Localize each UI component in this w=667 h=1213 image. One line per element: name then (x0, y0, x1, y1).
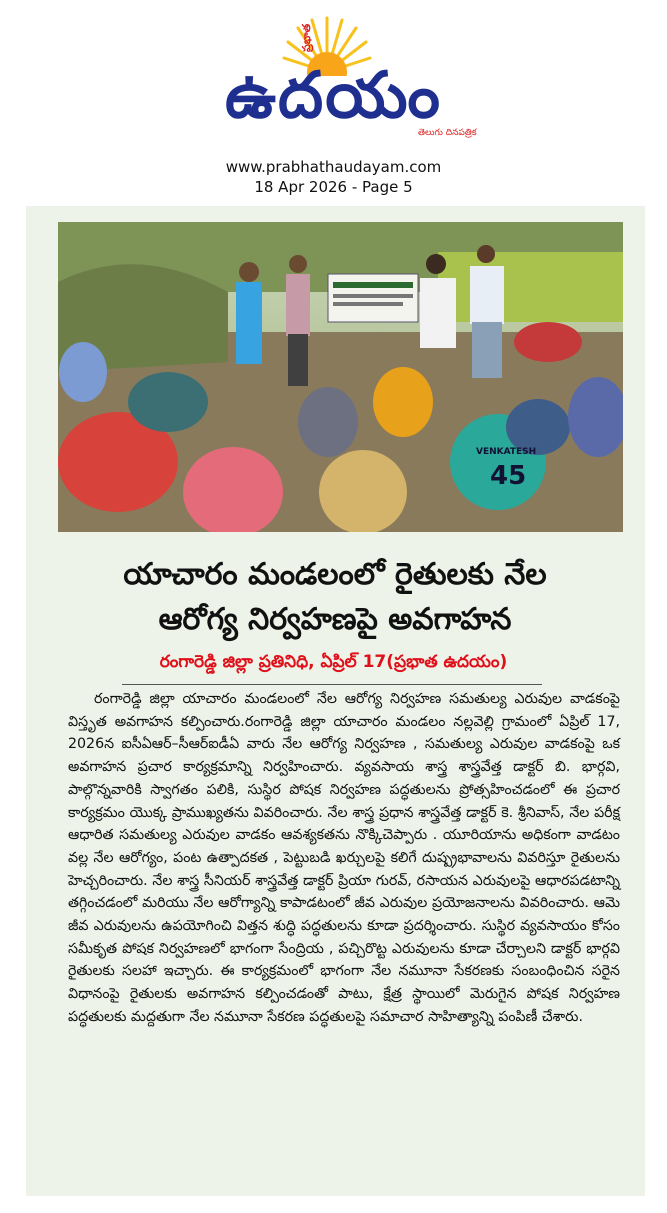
article-paragraph: రంగారెడ్డి జిల్లా యాచారం మండలంలో నేల ఆరోగ్య నిర్వహణ సమతుల్య ఎరువుల వాడకంపై విస్తృత అవగాహన కల్పించారు.రంగారెడ్డి జిల్లా యాచారం మండలం నల్లవెల్లి గ్రామంలో ఏప్రిల్ 17, 2026న ఐసీఏఆర్–సీఆర్ఐడీఏ వారు నేల ఆరోగ్య నిర్వహణ , సమతుల్య ఎరువుల వాడకంపై ఒక అవగాహన ప్రచార కార్యక్రమాన్ని నిర్వహించారు. వ్యవసాయ శాస్త్ర శాస్త్రవేత్త డాక్టర్ బి. భార్గవి, పాల్గొన్నవారికి స్వాగతం పలికి, సుస్థిర పోషక నిర్వహణ పద్ధతులను ప్రోత్సహించడంలో ఈ ప్రచార కార్యక్రమం యొక్క ప్రాముఖ్యతను వివరించారు. నేల శాస్త్ర ప్రధాన శాస్త్రవేత్త డాక్టర్ కె. శ్రీనివాస్, నేల పరీక్ష ఆధారిత సమతుల్య ఎరువుల వాడకం ఆవశ్యకతను నొక్కిచెప్పారు . యూరియాను అధికంగా వాడటం వల్ల నేల ఆరోగ్యం, పంట ఉత్పాదకత , పెట్టుబడి ఖర్చులపై కలిగే దుష్ప్రభావాలను వివరిస్తూ రైతులను హెచ్చరించారు. నేల శాస్త్ర సీనియర్ శాస్త్రవేత్త డాక్టర్ ప్రియా గురవ్, రసాయన ఎరువులపై ఆధారపడటాన్ని తగ్గించడంలో మరియు నేల ఆరోగ్యాన్ని కాపాడటంలో జీవ ఎరువుల ప్రయోజనాలను వివరించారు. ఆమె జీవ ఎరువులను ఉపయోగించి విత్తన శుద్ధి పద్ధతులను కూడా ప్రదర్శించారు. సుస్థిర వ్యవసాయం కోసం సమీకృత పోషక నిర్వహణలో భాగంగా సేంద్రియ , పచ్చిరొట్ట ఎరువులను కూడా చేర్చాలని డాక్టర్ భార్గవి రైతులకు సలహా ఇచ్చారు. ఈ కార్యక్రమంలో భాగంగా నేల నమూనా సేకరణకు సంబంధించిన సరైన విధానంపై రైతులకు అవగాహన కల్పించడంతో పాటు, క్షేత్ర స్థాయిలో మెరుగైన పోషక నిర్వహణ పద్ధతులకు మద్దతుగా నేల నమూనా సేకరణ పద్ధతులపై సమాచార సాహిత్యాన్ని పంపిణీ చేశారు. (68, 691, 620, 1025)
edition-date: 18 Apr 2026 - Page 5 (254, 178, 413, 196)
headline-line-2: ఆరోగ్య నిర్వహణపై అవగాహన (158, 602, 512, 637)
masthead (0, 0, 667, 150)
jersey-number: 45 (490, 461, 527, 491)
article-body (68, 688, 620, 1029)
article-photo (58, 222, 623, 532)
logo-tagline: తెలుగు దినపత్రిక (418, 128, 477, 138)
article-dateline: రంగారెడ్డి జిల్లా ప్రతినిధి, ఏప్రిల్ 17(ప్రభాత ఉదయం) (159, 652, 508, 672)
logo-prefix: ప్రభాత (300, 23, 313, 52)
logo-wordmark: ఉదయం (224, 59, 442, 133)
dateline-divider (122, 684, 542, 685)
site-url[interactable]: www.prabhathaudayam.com (225, 158, 442, 176)
jersey-name: VENKATESH (476, 447, 537, 457)
headline-line-1: యాచారం మండలంలో రైతులకు నేల (123, 557, 547, 592)
